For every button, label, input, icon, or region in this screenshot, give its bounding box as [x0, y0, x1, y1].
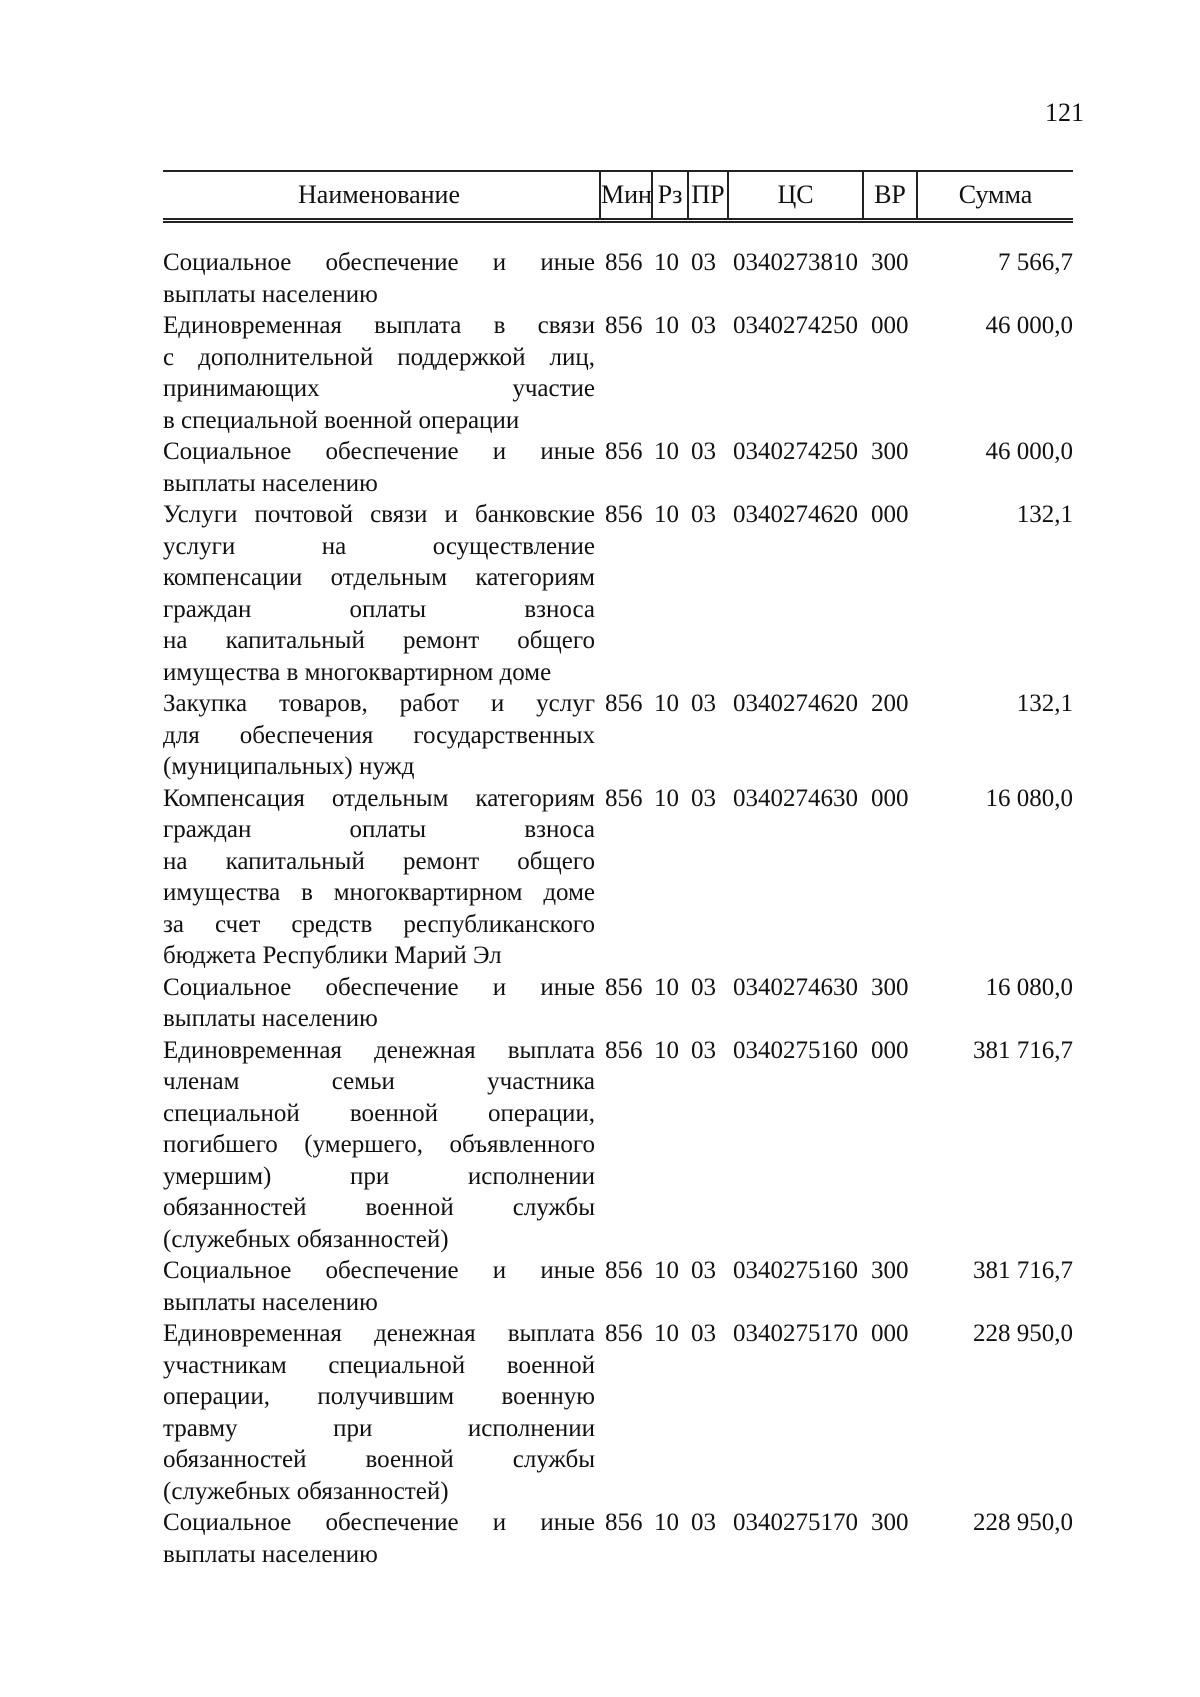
- table-body: [163, 247, 1073, 1570]
- row-min: 856: [605, 1257, 643, 1284]
- row-name-line: за счет средств республиканского: [163, 910, 595, 938]
- row-min: 856: [605, 1509, 643, 1536]
- row-vr: 000: [871, 784, 909, 812]
- row-name-line: Социальное обеспечение и иные: [163, 973, 595, 1001]
- row-name: [163, 972, 595, 1035]
- row-cs: 0340275160: [733, 1257, 858, 1284]
- row-rz: 10: [654, 1257, 679, 1284]
- row-vr: 000: [871, 501, 909, 528]
- row-cs: 0340274620: [733, 690, 858, 717]
- row-name-line: с дополнительной поддержкой лиц,: [163, 343, 595, 371]
- page-number: 121: [1045, 98, 1084, 127]
- header-cs: ЦС: [777, 180, 814, 209]
- row-name: [163, 499, 595, 688]
- row-sum: 7 566,7: [998, 249, 1073, 276]
- row-sum: 46 000,0: [985, 438, 1073, 465]
- row-rz: 10: [654, 438, 679, 465]
- row-vr: 200: [871, 690, 909, 717]
- row-name-line: выплаты населению: [163, 280, 378, 308]
- row-name: [163, 1318, 595, 1507]
- table-header: [163, 170, 1073, 220]
- header-name: Наименование: [298, 180, 460, 209]
- row-rz: 10: [654, 1509, 679, 1536]
- table-row: [163, 1318, 1073, 1507]
- row-vr: 300: [871, 1257, 909, 1284]
- row-min: 856: [605, 438, 643, 465]
- header-min: Мин: [601, 180, 652, 209]
- row-name: [163, 1035, 595, 1256]
- row-vr: 300: [871, 1509, 909, 1536]
- table-row: [163, 247, 1073, 310]
- row-name-line: принимающих участие: [163, 375, 595, 402]
- row-name: [163, 1507, 595, 1570]
- row-sum: 46 000,0: [985, 312, 1073, 339]
- row-min: 856: [605, 973, 643, 1001]
- row-pr: 03: [691, 312, 716, 339]
- row-name-line: погибшего (умершего, объявленного: [163, 1131, 595, 1158]
- row-name-line: операции, получившим военную: [163, 1383, 595, 1410]
- row-name-line: (муниципальных) нужд: [163, 753, 415, 780]
- row-name-line: Социальное обеспечение и иные: [163, 1509, 595, 1536]
- row-name-line: Социальное обеспечение и иные: [163, 1257, 595, 1284]
- row-cs: 0340275170: [733, 1320, 858, 1347]
- row-pr: 03: [691, 1257, 716, 1284]
- row-rz: 10: [654, 1320, 679, 1347]
- row-name-line: Единовременная выплата в связи: [163, 312, 595, 339]
- row-cs: 0340274250: [733, 438, 858, 465]
- row-sum: 228 950,0: [973, 1320, 1073, 1347]
- table-row: [163, 783, 1073, 972]
- table-row: [163, 1507, 1073, 1570]
- row-name-line: Единовременная денежная выплата: [163, 1320, 595, 1347]
- table-row: [163, 310, 1073, 436]
- row-vr: 000: [871, 1036, 909, 1064]
- row-name-line: выплаты населению: [163, 1540, 378, 1568]
- row-name-line: (служебных обязанностей): [163, 1225, 449, 1253]
- row-pr: 03: [691, 1509, 716, 1536]
- row-name-line: имущества в многоквартирном доме: [163, 658, 552, 686]
- header-vr: ВР: [874, 180, 906, 209]
- header-rz: Рз: [657, 180, 683, 209]
- row-pr: 03: [691, 438, 716, 465]
- row-cs: 0340274250: [733, 312, 858, 339]
- row-min: 856: [605, 1320, 643, 1347]
- row-name-line: умершим) при исполнении: [163, 1162, 595, 1190]
- row-name-line: участникам специальной военной: [163, 1351, 595, 1379]
- row-cs: 0340275170: [733, 1509, 858, 1536]
- row-sum: 381 716,7: [973, 1257, 1073, 1284]
- row-name-line: (служебных обязанностей): [163, 1477, 449, 1505]
- row-sum: 381 716,7: [973, 1036, 1073, 1064]
- row-pr: 03: [691, 973, 716, 1001]
- row-name-line: выплаты населению: [163, 1005, 378, 1032]
- table-row: [163, 436, 1073, 499]
- row-name-line: Социальное обеспечение и иные: [163, 249, 595, 276]
- row-min: 856: [605, 501, 643, 528]
- row-cs: 0340273810: [733, 249, 858, 276]
- row-name-line: Единовременная денежная выплата: [163, 1036, 595, 1064]
- row-rz: 10: [654, 249, 679, 276]
- row-name-line: Закупка товаров, работ и услуг: [163, 690, 595, 717]
- row-vr: 300: [871, 973, 909, 1001]
- row-min: 856: [605, 784, 643, 812]
- row-pr: 03: [691, 1320, 716, 1347]
- row-name-line: для обеспечения государственных: [163, 721, 595, 749]
- row-name-line: имущества в многоквартирном доме: [163, 879, 595, 906]
- row-rz: 10: [654, 312, 679, 339]
- row-name-line: граждан оплаты взноса: [163, 816, 595, 843]
- row-cs: 0340275160: [733, 1036, 858, 1064]
- row-name-line: компенсации отдельным категориям: [163, 564, 595, 591]
- row-sum: 228 950,0: [973, 1509, 1073, 1536]
- row-vr: 300: [871, 438, 909, 465]
- row-sum: 16 080,0: [985, 973, 1073, 1001]
- row-rz: 10: [654, 501, 679, 528]
- row-name-line: граждан оплаты взноса: [163, 595, 595, 623]
- row-name-line: обязанностей военной службы: [163, 1446, 595, 1473]
- row-name-line: в специальной военной операции: [163, 406, 520, 434]
- row-name-line: выплаты населению: [163, 469, 378, 497]
- row-name: [163, 436, 595, 499]
- row-min: 856: [605, 312, 643, 339]
- row-pr: 03: [691, 249, 716, 276]
- row-min: 856: [605, 249, 643, 276]
- table-row: [163, 688, 1073, 783]
- row-name-line: на капитальный ремонт общего: [163, 847, 595, 875]
- row-name-line: членам семьи участника: [163, 1068, 595, 1095]
- row-pr: 03: [691, 784, 716, 812]
- row-name-line: Социальное обеспечение и иные: [163, 438, 595, 465]
- row-rz: 10: [654, 1036, 679, 1064]
- row-name-line: травму при исполнении: [163, 1414, 595, 1442]
- row-cs: 0340274630: [733, 973, 858, 1001]
- row-name-line: выплаты населению: [163, 1288, 378, 1316]
- row-name: [163, 310, 595, 436]
- row-name: [163, 688, 595, 783]
- row-pr: 03: [691, 1036, 716, 1064]
- table-row: [163, 1255, 1073, 1318]
- row-min: 856: [605, 1036, 643, 1064]
- row-name-line: бюджета Республики Марий Эл: [163, 942, 502, 969]
- row-rz: 10: [654, 784, 679, 812]
- table-row: [163, 972, 1073, 1035]
- row-name-line: услуги на осуществление: [163, 532, 595, 560]
- row-name-line: обязанностей военной службы: [163, 1194, 595, 1221]
- row-vr: 300: [871, 249, 909, 276]
- row-pr: 03: [691, 690, 716, 717]
- header-sum: Сумма: [958, 180, 1033, 209]
- table-row: [163, 499, 1073, 688]
- row-name: [163, 247, 595, 310]
- row-name-line: Компенсация отдельным категориям: [163, 784, 595, 812]
- row-sum: 132,1: [1016, 690, 1073, 717]
- header-bottom-rule: [163, 221, 1073, 223]
- row-min: 856: [605, 690, 643, 717]
- row-name-line: на капитальный ремонт общего: [163, 627, 595, 654]
- row-vr: 000: [871, 312, 909, 339]
- row-rz: 10: [654, 973, 679, 1001]
- row-sum: 16 080,0: [985, 784, 1073, 812]
- row-sum: 132,1: [1016, 501, 1073, 528]
- row-vr: 000: [871, 1320, 909, 1347]
- row-name-line: Услуги почтовой связи и банковские: [163, 501, 595, 528]
- header-pr: ПР: [691, 180, 725, 209]
- row-name: [163, 1255, 595, 1318]
- row-name-line: специальной военной операции,: [163, 1099, 595, 1127]
- table-row: [163, 1035, 1073, 1256]
- row-cs: 0340274630: [733, 784, 858, 812]
- row-name: [163, 783, 595, 972]
- row-cs: 0340274620: [733, 501, 858, 528]
- row-pr: 03: [691, 501, 716, 528]
- row-rz: 10: [654, 690, 679, 717]
